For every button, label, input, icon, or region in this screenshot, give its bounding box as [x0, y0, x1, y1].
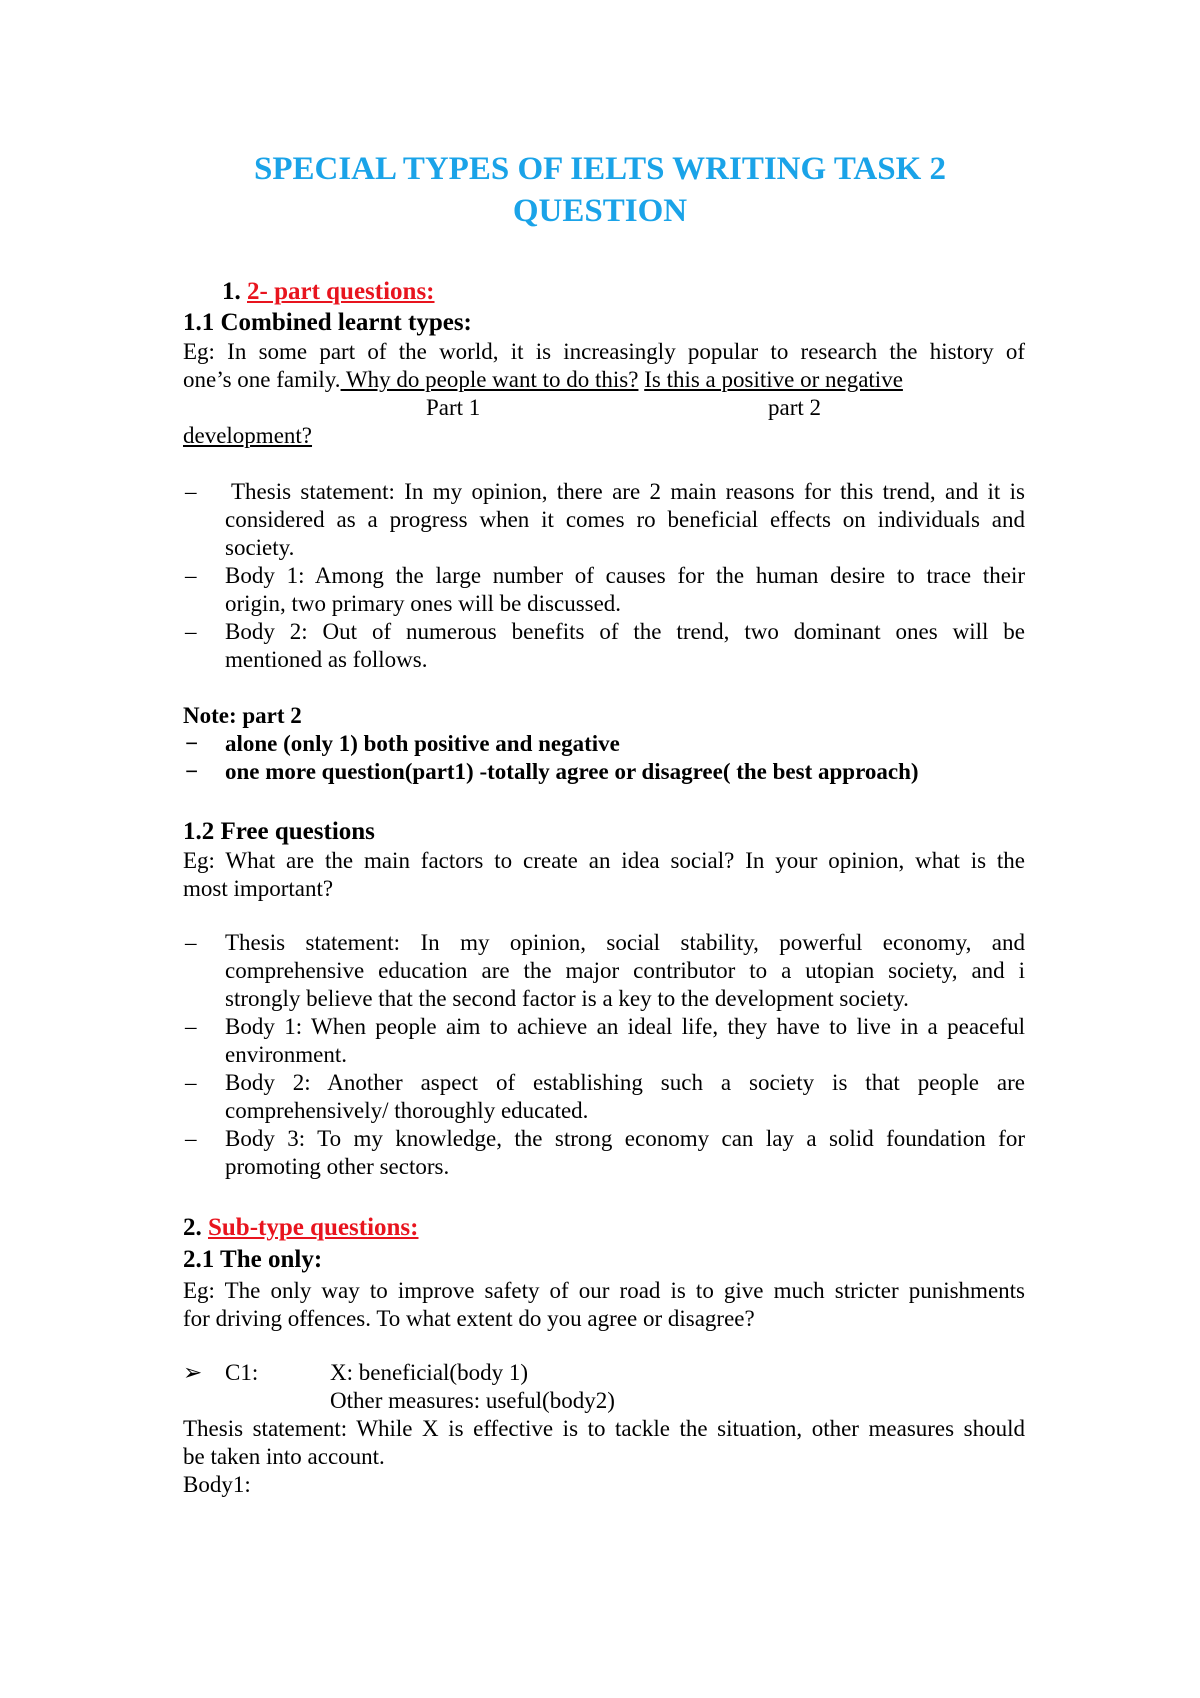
document-title-line1: SPECIAL TYPES OF IELTS WRITING TASK 2	[253, 151, 947, 187]
bullet-1-1-2-line1: Body 1: Among the large number of causes for the human desire to trace their	[225, 563, 1025, 588]
bullet-dash: –	[185, 930, 197, 955]
note-item-2: one more question(part1) -totally agree or disagree( the best approach)	[225, 759, 919, 784]
bullet-1-2-1-line2: comprehensive education are the major contributor to a utopian society, and i	[225, 958, 1025, 983]
bullet-dash: –	[185, 1126, 197, 1151]
arrow-bullet-icon: ➢	[183, 1360, 203, 1385]
bullet-dash: –	[185, 619, 197, 644]
section-2-heading	[183, 1213, 418, 1243]
part-2-label: part 2	[768, 395, 822, 420]
example-2-1-line2: for driving offences. To what extent do you agree or disagree?	[183, 1306, 755, 1331]
example-1-1-line1: Eg: In some part of the world, it is increasingly popular to research the history of	[183, 339, 1025, 364]
bullet-1-2-1-line1: Thesis statement: In my opinion, social stability, powerful economy, and	[225, 930, 1025, 955]
subsection-2-1-heading: 2.1 The only:	[183, 1246, 323, 1273]
bullet-1-2-2-line2: environment.	[225, 1042, 347, 1067]
bullet-1-1-1-line1: Thesis statement: In my opinion, there are 2 main reasons for this trend, and it is	[231, 479, 1025, 504]
bullet-1-1-3-line1: Body 2: Out of numerous benefits of the trend, two dominant ones will be	[225, 619, 1025, 644]
section-2-number: 2.	[183, 1214, 208, 1241]
bullet-1-1-3-line2: mentioned as follows.	[225, 647, 428, 672]
note-label: Note: part 2	[183, 703, 302, 728]
example-1-2-line1: Eg: What are the main factors to create an idea social? In your opinion, what is the	[183, 848, 1025, 873]
example-1-1-line2-a: one’s one family.	[183, 367, 341, 392]
bullet-dash: –	[185, 1070, 197, 1095]
c1-line2: Other measures: useful(body2)	[330, 1388, 615, 1413]
thesis-2-1-line1: Thesis statement: While X is effective is to tackle the situation, other measures should	[183, 1416, 1025, 1441]
thesis-2-1-line2: be taken into account.	[183, 1444, 385, 1469]
c1-label: C1:	[225, 1360, 259, 1385]
bullet-1-2-1-line3: strongly believe that the second factor is a key to the development society.	[225, 986, 909, 1011]
bullet-1-1-2-line2: origin, two primary ones will be discussed.	[225, 591, 622, 616]
subsection-1-1-heading: 1.1 Combined learnt types:	[183, 309, 472, 336]
bullet-1-2-3-line2: comprehensively/ thoroughly educated.	[225, 1098, 589, 1123]
section-2-title: Sub-type questions:	[208, 1214, 419, 1241]
bullet-1-1-1-line2: considered as a progress when it comes ro beneficial effects on individuals and	[225, 507, 1025, 532]
bullet-dash: –	[185, 1014, 197, 1039]
section-1-number: 1.	[222, 278, 247, 305]
example-1-1-question-part1: Why do people want to do this?	[340, 367, 639, 392]
c1-line1: X: beneficial(body 1)	[330, 1360, 528, 1385]
example-1-1-line3: development?	[183, 423, 313, 448]
part-1-label: Part 1	[426, 395, 481, 420]
section-1-heading	[222, 277, 435, 307]
example-1-2-line2: most important?	[183, 876, 334, 901]
section-1-title: 2- part questions:	[247, 278, 435, 305]
bullet-1-2-4-line2: promoting other sectors.	[225, 1154, 450, 1179]
example-1-1-question-part2: Is this a positive or negative	[644, 367, 903, 392]
bullet-1-2-4-line1: Body 3: To my knowledge, the strong economy can lay a solid foundation for	[225, 1126, 1025, 1151]
example-1-1-line2	[183, 366, 903, 394]
example-2-1-line1: Eg: The only way to improve safety of our road is to give much stricter punishments	[183, 1278, 1025, 1303]
document-title-line2: QUESTION	[512, 193, 688, 229]
note-item-1: alone (only 1) both positive and negative	[225, 731, 620, 756]
bullet-1-2-3-line1: Body 2: Another aspect of establishing such a society is that people are	[225, 1070, 1025, 1095]
bullet-1-1-1-line3: society.	[225, 535, 295, 560]
body1-label: Body1:	[183, 1472, 251, 1497]
bullet-dash: –	[185, 479, 197, 504]
subsection-1-2-heading: 1.2 Free questions	[183, 818, 375, 845]
bullet-dash: –	[185, 563, 197, 588]
bullet-1-2-2-line1: Body 1: When people aim to achieve an ideal life, they have to live in a peaceful	[225, 1014, 1025, 1039]
note-dash: −	[185, 731, 199, 756]
note-dash: −	[185, 759, 199, 784]
